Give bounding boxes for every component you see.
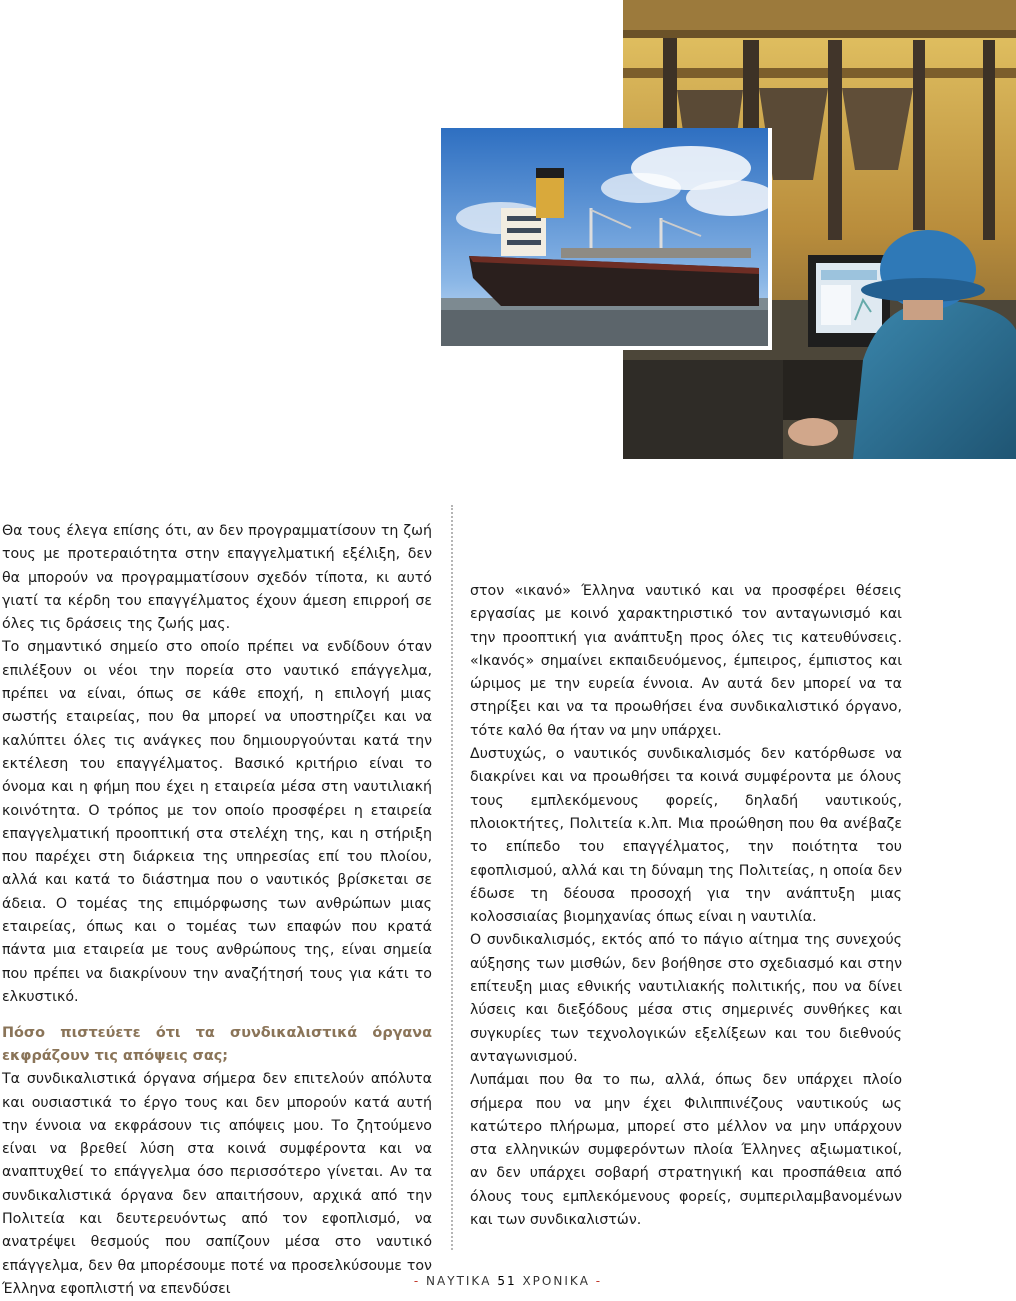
interview-question-heading: Πόσο πιστεύετε ότι τα συνδικαλιστικά όργανα εκφράζουν τις απόψεις σας; [2, 1025, 432, 1065]
left-text-column [2, 520, 432, 1301]
left-paragraph-2: Το σημαντικό σημείο στο οποίο πρέπει να ενδίδουν όταν επιλέξουν οι νέοι την πορεία στο ναυτικό επάγγελμα, πρέπει να είναι, όπως σε κάθε εποχή, η επιλογή μιας σωστής εταιρείας, που θα μπορεί να υποστηρίζει και να καλύπτει όλες τις ανάγκες που δημιουργούνται κατά την εκτέλεση του επαγγέλματος. Βασικό κριτήριο είναι το όνομα και η φήμη που έχει η εταιρεία μέσα στη ναυτιλιακή κοινότητα. Ο τρόπος με τον οποίο προσφέρει η εταιρεία επαγγελματική προοπτική στα στελέχη της, και η στήριξη που παρέχει στη διάρκεια της υπηρεσίας επί του πλοίου, αλλά και κατά το διάστημα που ο ναυτικός βρίσκεται σε άδεια. Ο τομέας της επιμόρφωσης των ανθρώπων μιας εταιρείας, όπως και ο τομέας των επαφών που κρατά πάντα μια εταιρεία με τους ανθρώπους της, είναι σημεία που πρέπει να διακρίνουν την αναζήτησή τους για κάτι το ελκυστικό. [2, 639, 432, 1005]
footer-dash-left: - [413, 1274, 421, 1288]
footer-word-2: ΧΡΟΝΙΚΑ [522, 1274, 590, 1288]
left-paragraph-3: Τα συνδικαλιστικά όργανα σήμερα δεν επιτελούν απόλυτα και ουσιαστικά το έργο τους και δεν μπορούν κατά αυτή την έννοια να εκφράσουν τις απόψεις μου. Το ζητούμενο είναι να βρεθεί λύση στα κοινά συμφέροντα και να αναπτυχθεί το επάγγελμα όσο περισσότερο γίνεται. Αν τα συνδικαλιστικά όργανα δεν απαιτήσουν, αρχικά από την Πολιτεία και δευτερευόντως από τον εφοπλισμό, να ανατρέψει θεσμούς που σαπίζουν μέσα στο ναυτικό επάγγελμα, δεν θα μπορέσουμε ποτέ να προσελκύσουμε τον Έλληνα εφοπλιστή να επενδύσει [2, 1071, 432, 1297]
cargo-ship-photo [441, 128, 772, 350]
right-paragraph-2: Δυστυχώς, ο ναυτικός συνδικαλισμός δεν κατόρθωσε να διακρίνει και να προωθήσει τα κοινά συμφέροντα με όλους τους εμπλεκόμενους φορείς, δηλαδή ναυτικούς, πλοιοκτήτες, Πολιτεία κ.λπ. Μια προώθηση που θα ανέβαζε το επίπεδο του επαγγέλματος, την ποιότητα του εφοπλισμού, αλλά και τη δύναμη της Πολιτείας, η οποία δεν έδωσε τη δέουσα προσοχή για την ανάπτυξη μιας κολοσσιαίας βιομηχανίας όπως είναι η ναυτιλία. [470, 746, 902, 926]
footer-dash-right: - [595, 1274, 603, 1288]
footer-word-1: ΝΑΥΤΙΚΑ [426, 1274, 492, 1288]
column-divider [451, 505, 453, 1250]
right-paragraph-1: στον «ικανό» Έλληνα ναυτικό και να προσφέρει θέσεις εργασίας με κοινό χαρακτηριστικό τον ανταγωνισμό και την προοπτική για ανάπτυξη προς όλες τις κατευθύνσεις. «Ικανός» σημαίνει εκπαιδευόμενος, έμπειρος, έμπιστος και ώριμος με την ευρεία έννοια. Αν αυτά δεν μπορεί να τα στηρίξει και να τα προωθήσει ένα συνδικαλιστικό όργανο, τότε καλό θα ήταν να μην υπάρχει. [470, 583, 902, 739]
right-text-column [470, 580, 902, 1232]
page-footer [0, 1274, 1016, 1288]
right-paragraph-4: Λυπάμαι που θα το πω, αλλά, όπως δεν υπάρχει πλοίο σήμερα που να μην έχει Φιλιππινέζους ναυτικούς ως κατώτερο πλήρωμα, μπορεί στο μέλλον να μην υπάρχουν στα ελληνικών συμφερόντων πλοία Έλληνες αξιωματικοί, αν δεν υπάρχει σοβαρή στρατηγική και προσπάθεια από όλους τους εμπλεκόμενους φορείς, συμπεριλαμβανομένων και των συνδικαλιστών. [470, 1072, 902, 1229]
page-number: 51 [497, 1274, 517, 1288]
left-paragraph-1: Θα τους έλεγα επίσης ότι, αν δεν προγραμματίσουν τη ζωή τους με προτεραιότητα στην επαγγελματική εξέλιξη, δεν θα μπορούν να προγραμματίσουν σχεδόν τίποτα, κι αυτό γιατί τα κέρδη του επαγγέλματος έχουν άμεση επιρροή σε όλες τις δράσεις της ζωής μας. [2, 523, 432, 633]
right-paragraph-3: Ο συνδικαλισμός, εκτός από το πάγιο αίτημα της συνεχούς αύξησης των μισθών, δεν βοήθησε στο σχεδιασμό και στην επίτευξη μιας εθνικής ναυτιλιακής πολιτικής, που να δίνει λύσεις και διεξόδους μέσα στις σημερινές συνθήκες και συγκυρίες των τεχνολογικών εξελίξεων και του διεθνούς ανταγωνισμού. [470, 932, 902, 1065]
